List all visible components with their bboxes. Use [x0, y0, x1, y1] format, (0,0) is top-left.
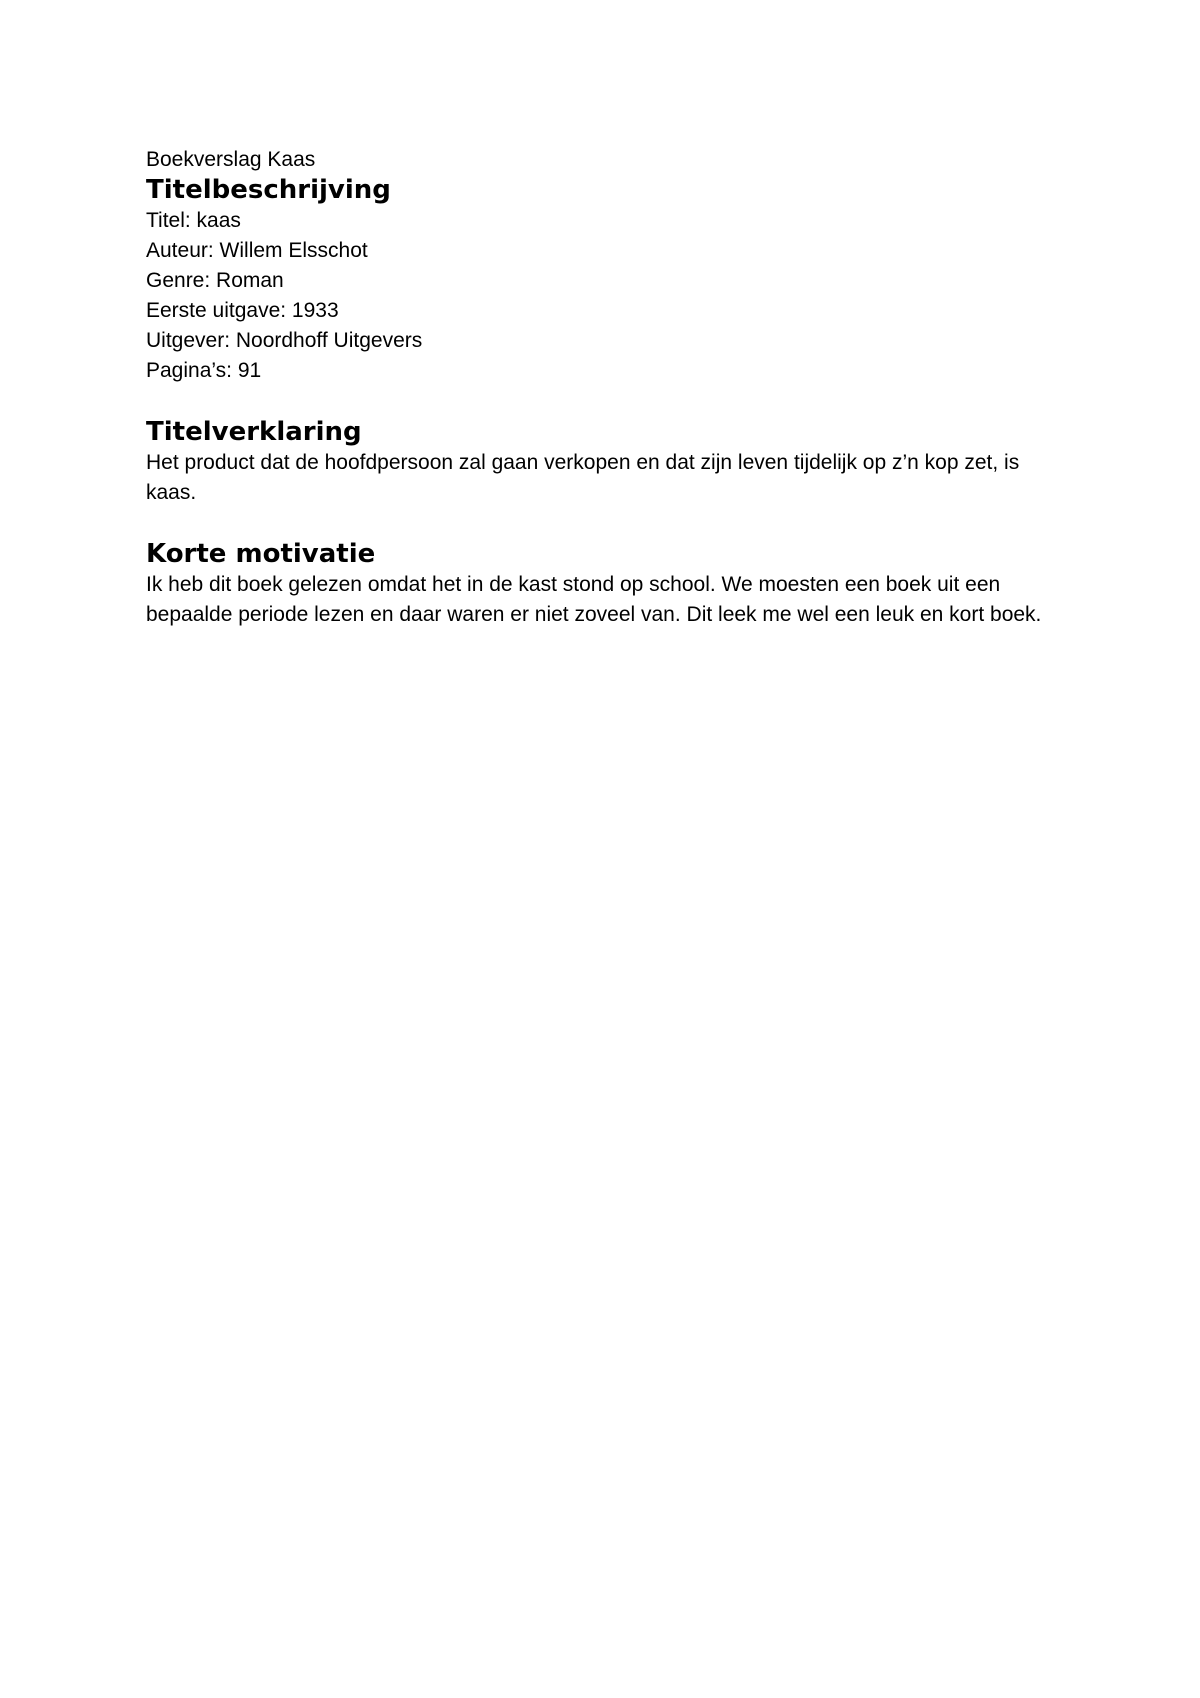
section-heading-titelverklaring: Titelverklaring [146, 417, 362, 447]
paragraph-korte-motivatie: Ik heb dit boek gelezen omdat het in de kast stond op school. We moesten een boek uit een bepaalde periode lezen en daar waren er niet zoveel van. Dit leek me wel een leuk en kort boek. [146, 573, 1042, 626]
info-line-titel: Titel: kaas [146, 209, 241, 232]
info-line-eerste-uitgave: Eerste uitgave: 1933 [146, 299, 339, 322]
paragraph-spacer [146, 508, 1066, 538]
paragraph-titelverklaring: Het product dat de hoofdpersoon zal gaan verkopen en dat zijn leven tijdelijk op z’n kop zet, is kaas. [146, 451, 1020, 504]
section-heading-titelbeschrijving: Titelbeschrijving [146, 175, 391, 205]
info-line-genre: Genre: Roman [146, 269, 284, 292]
paragraph-spacer [146, 386, 1066, 416]
info-line-paginas: Pagina’s: 91 [146, 359, 262, 382]
info-line-auteur: Auteur: Willem Elsschot [146, 239, 368, 262]
section-heading-korte-motivatie: Korte motivatie [146, 539, 376, 569]
document-title: Boekverslag Kaas [146, 148, 316, 171]
document-page [146, 146, 1066, 630]
info-line-uitgever: Uitgever: Noordhoff Uitgevers [146, 329, 423, 352]
